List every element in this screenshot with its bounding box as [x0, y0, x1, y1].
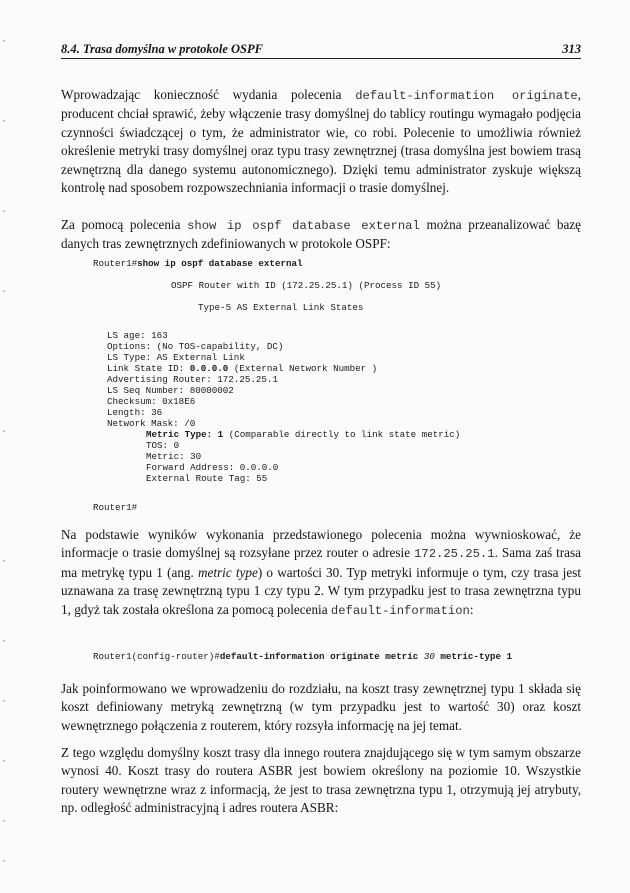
- scan-margin-marks: [3, 0, 7, 893]
- code-line: TOS: 0: [146, 440, 180, 451]
- code-line: Checksum: 0x18E6: [107, 396, 196, 407]
- code-line: LS Seq Number: 80000002: [107, 385, 234, 396]
- code-line: Metric: 30: [146, 451, 202, 462]
- code-line: LS Type: AS External Link: [107, 352, 245, 363]
- code-line: Router1#show ip ospf database external: [93, 258, 303, 269]
- paragraph-default-cost: Z tego względu domyślny koszt trasy dla innego routera znajdującego się w tym samym obszarze wynosi 40. Koszt trasy do routera ASBR jest bowiem określony na poziomie 10. Wszystkie routery wewnętrzne wraz z informacją, że jest to trasa zewnętrzna typu 1, otrzymują jej atrybuty, np. odległość administracyjną i adres routera ASBR:: [61, 745, 581, 816]
- code-line: Router1(config-router)#default-information originate metric 30 metric-type 1: [93, 651, 513, 662]
- paragraph-analysis: Na podstawie wyników wykonania przedstawionego polecenia można wywnioskować, że informacje o trasie domyślnej są rozsyłane przez router o adresie 172.25.25.1. Sama zaś trasa ma metrykę typu 1 (ang. metric type) o wartości 30. Typ metryki informuje o tym, czy trasa jest uznawana za trasę zewnętrzną typu 1 czy typu 2. W tym przypadku jest to trasa zewnętrzna typu 1, gdyż tak została określona za pomocą polecenia default-information:: [61, 527, 582, 618]
- code-line: External Route Tag: 55: [146, 473, 268, 484]
- code-line: Options: (No TOS-capability, DC): [107, 341, 284, 352]
- inline-code-command: show ip ospf database external: [187, 219, 420, 233]
- paragraph-cost-explanation: Jak poinformowano we wprowadzeniu do rozdziału, na koszt trasy zewnętrznej typu 1 składa się koszt definiowany metryką zewnętrzną (w tym przypadku jest to wartość 30) oraz koszt wewnętrznego połączenia z routerem, który rozsyła informację na jej temat.: [61, 681, 581, 733]
- running-header: [61, 42, 581, 59]
- code-line: Metric Type: 1 (Comparable directly to link state metric): [146, 429, 461, 440]
- code-line: Advertising Router: 172.25.25.1: [107, 374, 278, 385]
- code-line: Length: 36: [107, 407, 163, 418]
- inline-ip-address: 172.25.25.1: [414, 547, 495, 562]
- code-line: Network Mask: /0: [107, 418, 196, 429]
- code-line: LS age: 163: [107, 330, 168, 341]
- code-line: Link State ID: 0.0.0.0 (External Network Number ): [107, 363, 378, 374]
- chapter-section-title: 8.4. Trasa domyślna w protokole OSPF: [61, 42, 263, 56]
- code-line: Router1#: [93, 502, 138, 513]
- code-line: Forward Address: 0.0.0.0: [146, 462, 279, 473]
- paragraph-intro: Wprowadzając konieczność wydania polecenia default-information originate, producent chciał sprawić, żeby włączenie trasy domyślnej do tablicy routingu wymagało podjęcia czynności świadczącej o tym, że administrator wie, co robi. Polecenie to umożliwia również określenie metryki trasy domyślnej oraz typu trasy zewnętrznej (trasa domyślna jest bowiem trasą zewnętrzną dla danego systemu autonomicznego). Dzięki temu administrator zyskuje większą kontrolę nad sposobem rozpowszechniania informacji o trasie domyślnej.: [61, 87, 581, 196]
- code-line: OSPF Router with ID (172.25.25.1) (Process ID 55): [171, 280, 442, 291]
- inline-code-command: default-information: [330, 603, 470, 618]
- inline-code-command: default-information originate: [355, 89, 578, 103]
- page-number: 313: [562, 42, 581, 56]
- code-line: Type-5 AS External Link States: [198, 302, 364, 313]
- paragraph-show-command: Za pomocą polecenia show ip ospf database external można przeanalizować bazę danych tras zewnętrznych zdefiniowanych w protokole OSPF:: [61, 217, 582, 252]
- italic-term: metric type: [198, 564, 258, 580]
